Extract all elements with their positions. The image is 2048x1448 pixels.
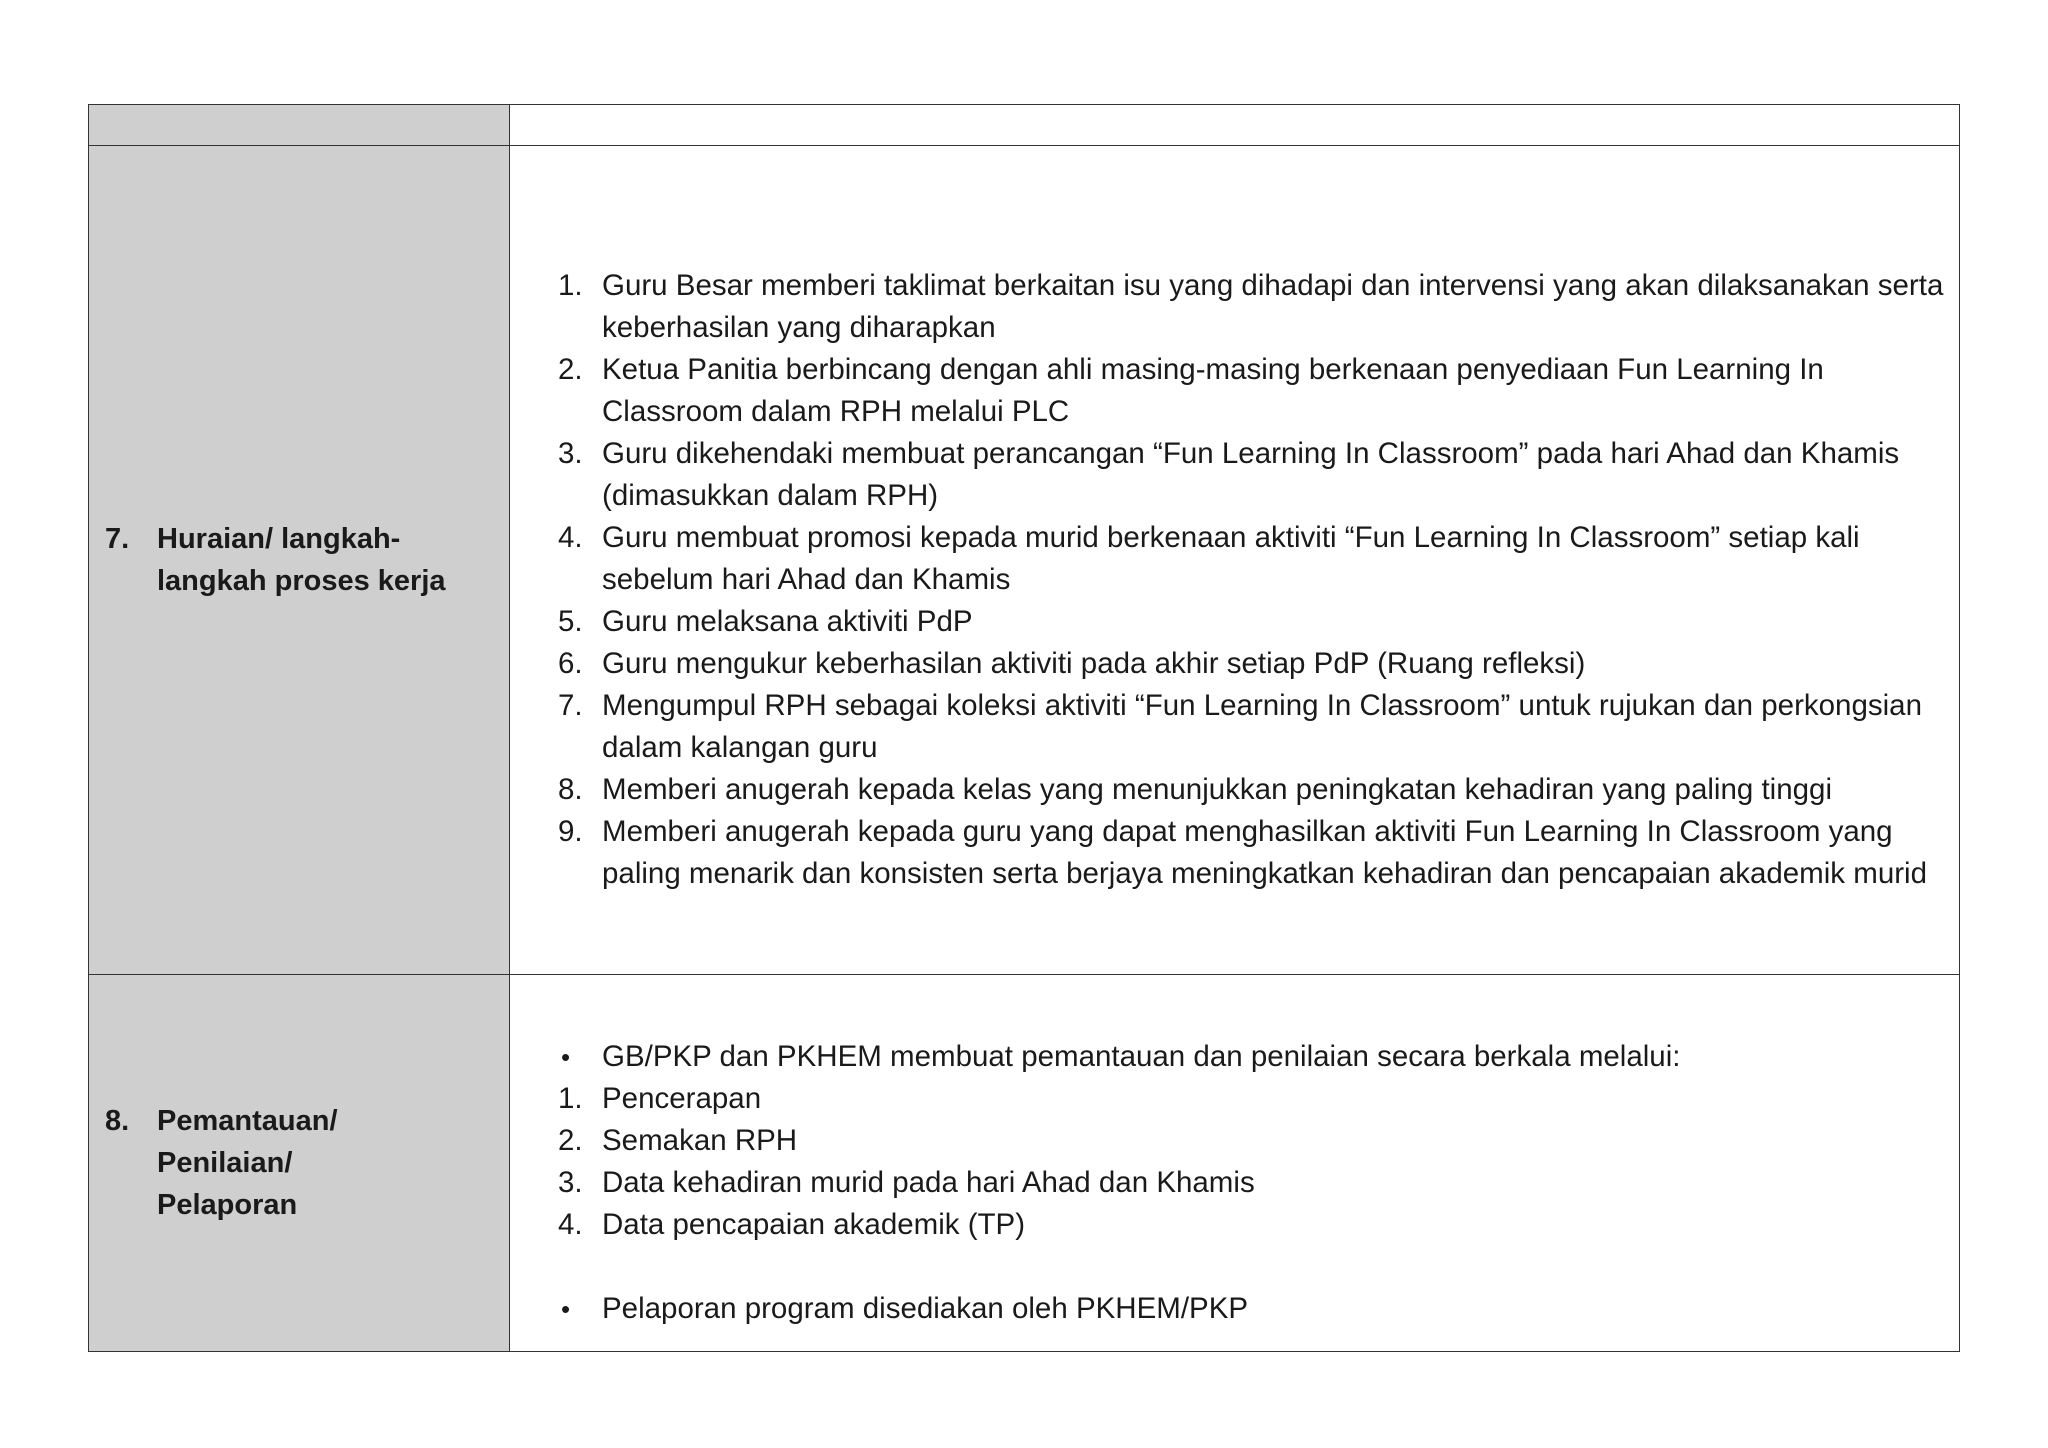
section-8-label <box>89 1100 509 1226</box>
section-7-content-cell <box>510 146 1960 975</box>
list-item-number: 9. <box>558 815 583 848</box>
list-item <box>558 1120 1947 1162</box>
list-item-number: 2. <box>558 353 583 386</box>
list-item-number: 1. <box>558 269 583 302</box>
list-item-text: Pencerapan <box>602 1082 762 1115</box>
list-item <box>558 349 1947 433</box>
table-row-section-7 <box>89 146 1960 975</box>
list-item <box>558 811 1947 895</box>
section-7-label <box>89 518 509 602</box>
list-item <box>558 265 1947 349</box>
list-item-text: Guru membuat promosi kepada murid berkenaan aktiviti “Fun Learning In Classroom” setiap kali sebelum hari Ahad dan Khamis <box>602 521 1860 596</box>
bullet-marker: • <box>561 1042 571 1072</box>
list-item-text: Semakan RPH <box>602 1124 798 1157</box>
list-item-text: Data kehadiran murid pada hari Ahad dan Khamis <box>602 1166 1255 1199</box>
list-item <box>558 1162 1947 1204</box>
list-item <box>558 1204 1947 1246</box>
list-item-number: 5. <box>558 605 583 638</box>
list-item-text: Guru Besar memberi taklimat berkaitan isu yang dihadapi dan intervensi yang akan dilaksanakan serta keberhasilan yang diharapkan <box>602 269 1944 344</box>
section-8-number: 8. <box>105 1105 130 1137</box>
empty-content-cell <box>510 105 1960 146</box>
list-item-number: 4. <box>558 1208 583 1241</box>
section-8-title <box>157 1100 509 1226</box>
section-8-title-line: Pemantauan/ <box>157 1105 338 1137</box>
list-item <box>558 601 1947 643</box>
list-item <box>558 769 1947 811</box>
list-item-text: Memberi anugerah kepada kelas yang menunjukkan peningkatan kehadiran yang paling tinggi <box>602 773 1833 806</box>
list-item-number: 3. <box>558 1166 583 1199</box>
table-row-section-8 <box>89 975 1960 1352</box>
section-8-list <box>510 996 1959 1330</box>
bullet-item <box>558 1036 1947 1078</box>
table-row-header <box>89 105 1960 146</box>
list-item <box>558 1078 1947 1120</box>
spacer <box>558 1246 1947 1288</box>
list-item-number: 1. <box>558 1082 583 1115</box>
section-8-label-cell <box>89 975 510 1352</box>
list-item-number: 7. <box>558 689 583 722</box>
section-8-title-line: Pelaporan <box>157 1189 298 1221</box>
section-8-title-line: Penilaian/ <box>157 1147 293 1179</box>
list-item <box>558 643 1947 685</box>
list-item-number: 2. <box>558 1124 583 1157</box>
list-item-text: Guru melaksana aktiviti PdP <box>602 605 973 638</box>
section-7-title: Huraian/ langkah-langkah proses kerja <box>157 523 446 597</box>
bullet-item <box>558 1288 1947 1330</box>
section-7-label-cell <box>89 146 510 975</box>
list-item <box>558 433 1947 517</box>
list-item-text: Data pencapaian akademik (TP) <box>602 1208 1026 1241</box>
bullet-text: Pelaporan program disediakan oleh PKHEM/PKP <box>602 1292 1249 1325</box>
list-item-text: Guru mengukur keberhasilan aktiviti pada akhir setiap PdP (Ruang refleksi) <box>602 647 1586 680</box>
section-8-content-cell <box>510 975 1960 1352</box>
bullet-marker: • <box>561 1294 571 1324</box>
list-item-number: 4. <box>558 521 583 554</box>
list-item-text: Guru dikehendaki membuat perancangan “Fun Learning In Classroom” pada hari Ahad dan Khamis (dimasukkan dalam RPH) <box>602 437 1900 512</box>
list-item-text: Ketua Panitia berbincang dengan ahli masing-masing berkenaan penyediaan Fun Learning In Classroom dalam RPH melalui PLC <box>602 353 1824 428</box>
list-item <box>558 685 1947 769</box>
bullet-text: GB/PKP dan PKHEM membuat pemantauan dan penilaian secara berkala melalui: <box>602 1040 1681 1073</box>
list-item-number: 3. <box>558 437 583 470</box>
empty-label-cell <box>89 105 510 146</box>
section-8-numbered-list <box>558 1078 1947 1246</box>
list-item-text: Memberi anugerah kepada guru yang dapat menghasilkan aktiviti Fun Learning In Classroom yang paling menarik dan konsisten serta berjaya meningkatkan kehadiran dan pencapaian akademik murid <box>602 815 1928 890</box>
section-7-list <box>510 225 1959 895</box>
list-item-number: 8. <box>558 773 583 806</box>
section-7-number: 7. <box>105 523 130 555</box>
list-item-number: 6. <box>558 647 583 680</box>
form-table <box>88 104 1960 1352</box>
list-item <box>558 517 1947 601</box>
list-item-text: Mengumpul RPH sebagai koleksi aktiviti “Fun Learning In Classroom” untuk rujukan dan perkongsian dalam kalangan guru <box>602 689 1922 764</box>
